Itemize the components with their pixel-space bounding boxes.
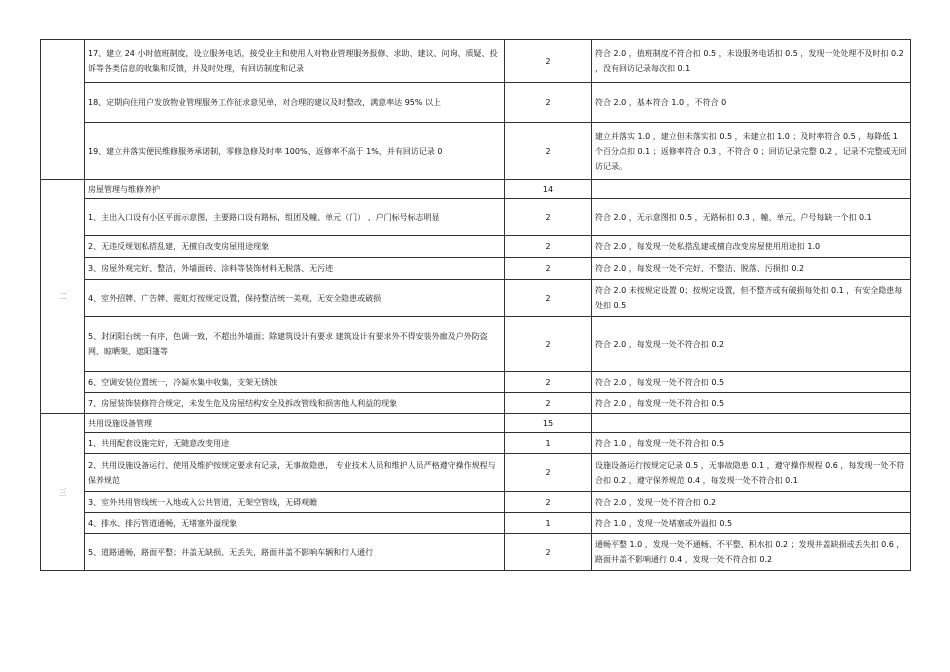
table-row bbox=[41, 280, 911, 317]
criterion-cell: 4、室外招牌、广告牌、霓虹灯按规定设置，保持整洁统一美观，无安全隐患或破损 bbox=[85, 280, 505, 317]
criterion-cell: 1、共用配套设施完好，无随意改变用途 bbox=[85, 433, 505, 454]
section-header-row bbox=[41, 414, 911, 433]
deduction-rule-cell: 符合 1.0 ，发现一处堵塞或外溢扣 0.5 bbox=[592, 513, 911, 534]
deduction-rule-cell: 符合 2.0 ，每发现一处私搭乱建或擅自改变房屋使用用途扣 1.0 bbox=[592, 236, 911, 258]
criterion-cell: 19、建立并落实便民维修服务承诺制，零修急修及时率 100%、返修率不高于 1%，并有回访记录 0 bbox=[85, 123, 505, 180]
score-cell: 2 bbox=[505, 492, 592, 513]
table-row bbox=[41, 513, 911, 534]
table-row bbox=[41, 199, 911, 236]
criterion-cell: 5、道路通畅，路面平整；井盖无缺损、无丢失，路面井盖不影响车辆和行人通行 bbox=[85, 534, 505, 571]
score-cell: 2 bbox=[505, 236, 592, 258]
table-row bbox=[41, 454, 911, 492]
table-row bbox=[41, 534, 911, 571]
section-number: 二 bbox=[41, 180, 85, 414]
score-cell: 2 bbox=[505, 83, 592, 123]
deduction-rule-cell: 符合 1.0 ，每发现一处不符合扣 0.5 bbox=[592, 433, 911, 454]
score-cell: 2 bbox=[505, 199, 592, 236]
criterion-cell: 18、定期向住用户发放物业管理服务工作征求意见单，对合理的建议及时整改，满意率达 95% 以上 bbox=[85, 83, 505, 123]
criterion-cell: 5、封闭阳台统一有序，色调一致，不超出外墙面；除建筑设计有要求 建筑设计有要求外不得安装外廊及户外防盗网、晾晒架、遮阳篷等 bbox=[85, 317, 505, 372]
table-row bbox=[41, 317, 911, 372]
deduction-rule-cell bbox=[592, 414, 911, 433]
criterion-cell: 7、房屋装饰装修符合规定，未发生危及房屋结构安全及拆改管线和损害他人利益的现象 bbox=[85, 393, 505, 414]
table-row bbox=[41, 372, 911, 393]
score-cell: 1 bbox=[505, 513, 592, 534]
section-header-row bbox=[41, 180, 911, 199]
table-row bbox=[41, 393, 911, 414]
table-row bbox=[41, 83, 911, 123]
deduction-rule-cell bbox=[592, 180, 911, 199]
criterion-cell: 3、房屋外观完好、整洁，外墙面砖、涂料等装饰材料无脱落、无污迹 bbox=[85, 258, 505, 280]
table-row bbox=[41, 40, 911, 83]
table-row bbox=[41, 492, 911, 513]
score-cell: 2 bbox=[505, 123, 592, 180]
criterion-cell: 17、建立 24 小时值班制度，设立服务电话，接受业主和使用人对物业管理服务报修、求助、建议、问询、质疑、投诉等各类信息的收集和反馈，并及时处理，有回访制度和记录 bbox=[85, 40, 505, 83]
score-cell: 2 bbox=[505, 534, 592, 571]
section-score: 14 bbox=[505, 180, 592, 199]
score-cell: 1 bbox=[505, 433, 592, 454]
score-cell: 2 bbox=[505, 280, 592, 317]
criterion-cell: 3、室外共用管线统一入地或入公共管道，无架空管线，无碍观瞻 bbox=[85, 492, 505, 513]
deduction-rule-cell: 符合 2.0 ，基本符合 1.0 ，不符合 0 bbox=[592, 83, 911, 123]
deduction-rule-cell: 符合 2.0 ，每发现一处不符合扣 0.5 bbox=[592, 393, 911, 414]
section-title: 房屋管理与维修养护 bbox=[85, 180, 505, 199]
score-cell: 2 bbox=[505, 40, 592, 83]
deduction-rule-cell: 符合 2.0 ，每发现一处不完好、不整洁、脱落、污损扣 0.2 bbox=[592, 258, 911, 280]
deduction-rule-cell: 符合 2.0 ，每发现一处不符合扣 0.2 bbox=[592, 317, 911, 372]
deduction-rule-cell: 设施设备运行按规定记录 0.5 ，无事故隐患 0.1 ，遵守操作规程 0.6 ，每发现一处不符合扣 0.2 ，遵守保养规范 0.4 ，每发现一处不符合扣 0.1 bbox=[592, 454, 911, 492]
deduction-rule-cell: 符合 2.0 ，发现一处不符合扣 0.2 bbox=[592, 492, 911, 513]
deduction-rule-cell: 符合 2.0 ，值班制度不符合扣 0.5 ，未设服务电话扣 0.5 ，发现一处处理不及时扣 0.2 ，没有回访记录每次扣 0.1 bbox=[592, 40, 911, 83]
criterion-cell: 1、主出入口设有小区平面示意图，主要路口设有路标，组团及幢、单元（门） 、户门标号标志明显 bbox=[85, 199, 505, 236]
score-cell: 2 bbox=[505, 454, 592, 492]
section-cell bbox=[41, 40, 85, 180]
deduction-rule-cell: 通畅平整 1.0 ，发现一处不通畅、不平整、积水扣 0.2 ；发现井盖缺损或丢失扣 0.6 ，路面井盖不影响通行 0.4 ，发现一处不符合扣 0.2 bbox=[592, 534, 911, 571]
score-cell: 2 bbox=[505, 393, 592, 414]
section-number: 三 bbox=[41, 414, 85, 571]
criterion-cell: 2、共用设施设备运行、使用及维护按规定要求有记录，无事故隐患， 专业技术人员和维护人员严格遵守操作规程与保养规范 bbox=[85, 454, 505, 492]
table-row bbox=[41, 123, 911, 180]
table-row bbox=[41, 258, 911, 280]
deduction-rule-cell: 符合 2.0 ，无示意图扣 0.5 ，无路标扣 0.3 ，幢、单元、户号每缺一个扣 0.1 bbox=[592, 199, 911, 236]
deduction-rule-cell: 符合 2.0 ，每发现一处不符合扣 0.5 bbox=[592, 372, 911, 393]
section-title: 共用设施设备管理 bbox=[85, 414, 505, 433]
score-cell: 2 bbox=[505, 317, 592, 372]
deduction-rule-cell: 建立并落实 1.0 ，建立但未落实扣 0.5 ，未建立扣 1.0 ；及时率符合 0.5 ，每降低 1 个百分点扣 0.1 ；返修率符合 0.3 ，不符合 0 ；回访记录完整 0.2 ，记录不完整或无回访记录。 bbox=[592, 123, 911, 180]
evaluation-table bbox=[40, 39, 911, 571]
deduction-rule-cell: 符合 2.0 未按规定设置 0；按规定设置，但不整齐或有破损每处扣 0.1 ，有安全隐患每处扣 0.5 bbox=[592, 280, 911, 317]
criterion-cell: 2、无违反规划私搭乱建，无擅自改变房屋用途现象 bbox=[85, 236, 505, 258]
table-row bbox=[41, 433, 911, 454]
criterion-cell: 4、排水、排污管道通畅，无堵塞外溢现象 bbox=[85, 513, 505, 534]
table-row bbox=[41, 236, 911, 258]
section-score: 15 bbox=[505, 414, 592, 433]
score-cell: 2 bbox=[505, 372, 592, 393]
score-cell: 2 bbox=[505, 258, 592, 280]
criterion-cell: 6、空调安装位置统一，冷凝水集中收集，支架无锈蚀 bbox=[85, 372, 505, 393]
